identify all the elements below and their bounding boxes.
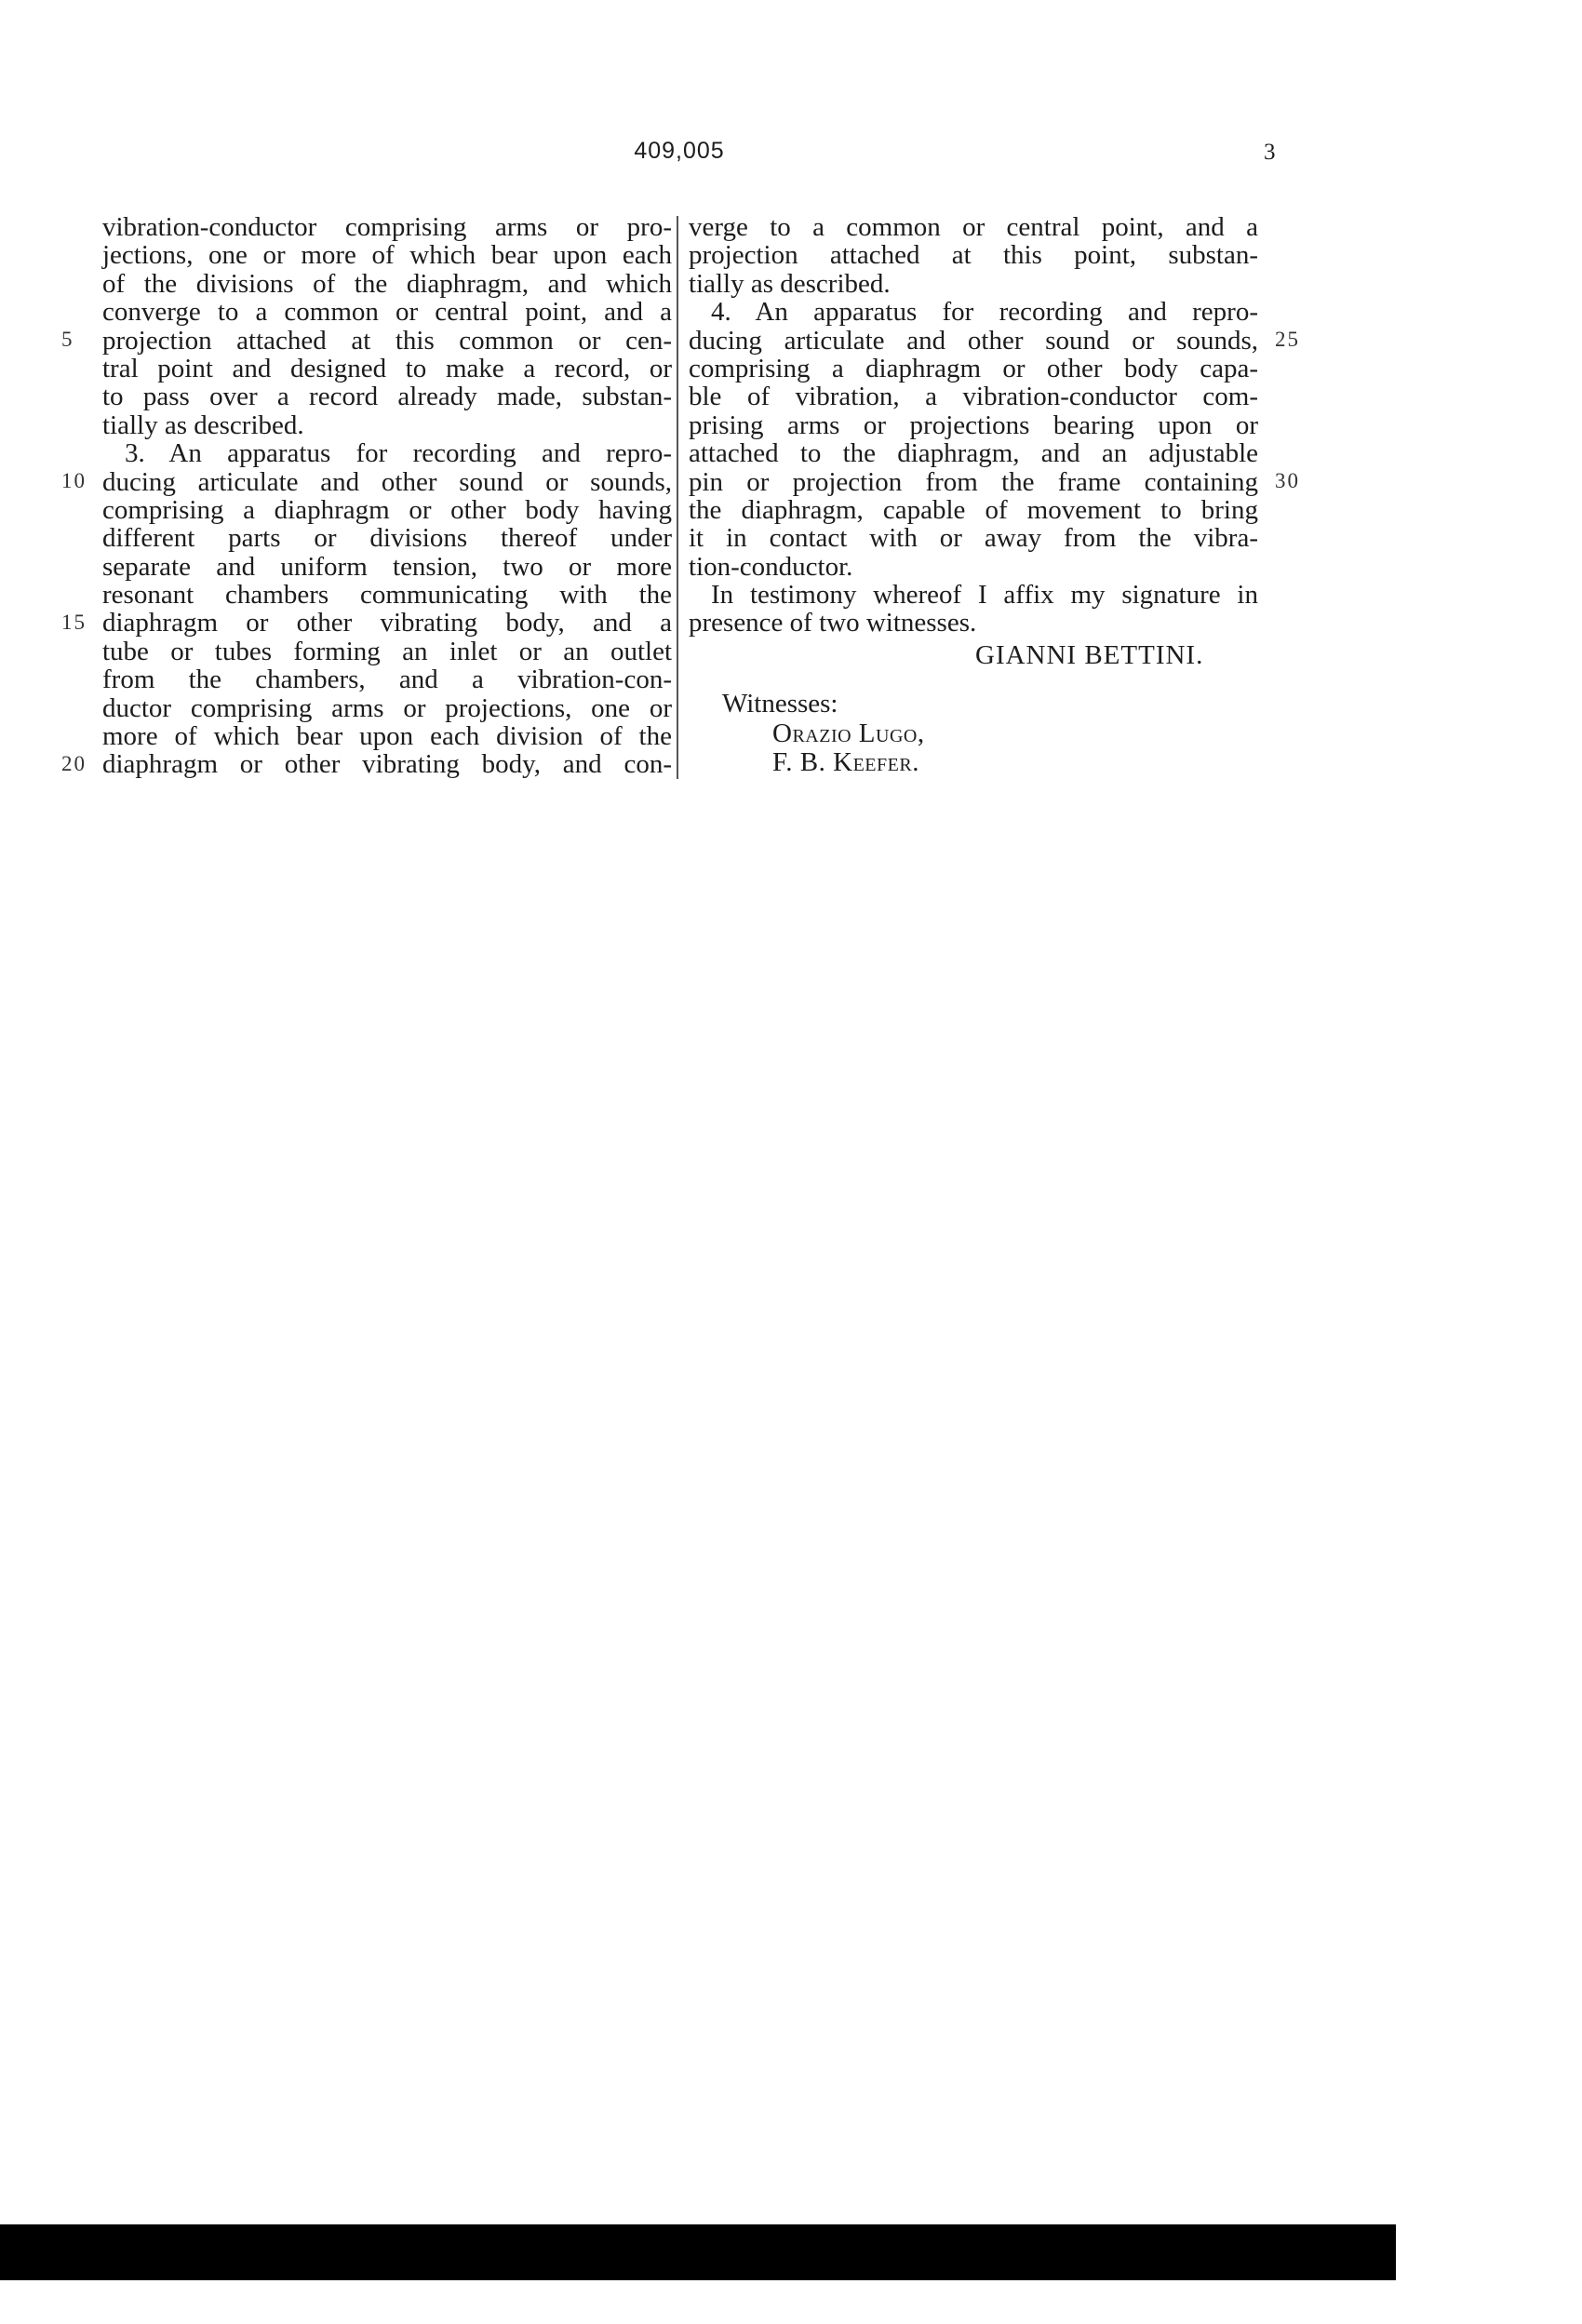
line-number: 10 [61, 469, 87, 492]
text-line: of the divisions of the diaphragm, and which [102, 268, 672, 299]
right-column [689, 213, 1258, 638]
witness-name: F. B. Keefer. [772, 747, 919, 777]
text-line: tral point and designed to make a record, or [102, 353, 672, 383]
claim-3-start: 3. An apparatus for recording and repro- [125, 438, 672, 469]
text-line: prising arms or projections bearing upon or [689, 410, 1258, 440]
sheet-number: 3 [1264, 140, 1276, 165]
line-number: 15 [61, 611, 87, 634]
text-line: ducing articulate and other sound or sounds, [102, 466, 672, 497]
column-divider [677, 216, 678, 779]
scan-border-bar [0, 2224, 1396, 2280]
text-line: verge to a common or central point, and a [689, 212, 1258, 242]
text-line: it in contact with or away from the vibra- [689, 523, 1258, 554]
text-line: resonant chambers communicating with the [102, 580, 672, 611]
text-line: diaphragm or other vibrating body, and con- [102, 749, 672, 780]
line-number: 30 [1275, 469, 1300, 492]
text-line: tially as described. [689, 268, 891, 299]
text-line: tion-conductor. [689, 551, 853, 582]
claim-4-start: 4. An apparatus for recording and repro- [711, 297, 1258, 328]
text-line: presence of two witnesses. [689, 608, 977, 638]
line-number: 20 [61, 752, 87, 775]
witness-name: Orazio Lugo, [772, 719, 925, 748]
testimony-line: In testimony whereof I affix my signature in [711, 580, 1258, 611]
left-column [102, 213, 672, 779]
line-number: 5 [61, 328, 74, 351]
text-line: comprising a diaphragm or other body capa- [689, 353, 1258, 383]
text-line: converge to a common or central point, and a [102, 297, 672, 328]
text-line: diaphragm or other vibrating body, and a [102, 608, 672, 638]
inventor-signature: GIANNI BETTINI. [975, 640, 1204, 670]
text-line: to pass over a record already made, substan- [102, 382, 672, 412]
text-line: projection attached at this point, substan- [689, 240, 1258, 271]
text-line: more of which bear upon each division of the [102, 721, 672, 752]
text-line: the diaphragm, capable of movement to bring [689, 494, 1258, 525]
text-line: tially as described. [102, 410, 304, 440]
text-line: different parts or divisions thereof under [102, 523, 672, 554]
line-number: 25 [1275, 328, 1300, 351]
text-line: vibration-conductor comprising arms or pro- [102, 212, 672, 242]
witnesses-label: Witnesses: [722, 689, 838, 719]
text-line: ductor comprising arms or projections, one or [102, 692, 672, 723]
text-line: attached to the diaphragm, and an adjustable [689, 438, 1258, 469]
text-line: from the chambers, and a vibration-con- [102, 665, 672, 695]
text-line: tube or tubes forming an inlet or an outlet [102, 636, 672, 666]
text-line: separate and uniform tension, two or more [102, 551, 672, 582]
text-line: pin or projection from the frame containing [689, 466, 1258, 497]
text-line: ducing articulate and other sound or sounds, [689, 325, 1258, 356]
text-line: jections, one or more of which bear upon each [102, 240, 672, 271]
text-line: projection attached at this common or cen- [102, 325, 672, 356]
text-line: comprising a diaphragm or other body having [102, 494, 672, 525]
text-line: ble of vibration, a vibration-conductor com- [689, 382, 1258, 412]
patent-number: 409,005 [634, 138, 725, 164]
